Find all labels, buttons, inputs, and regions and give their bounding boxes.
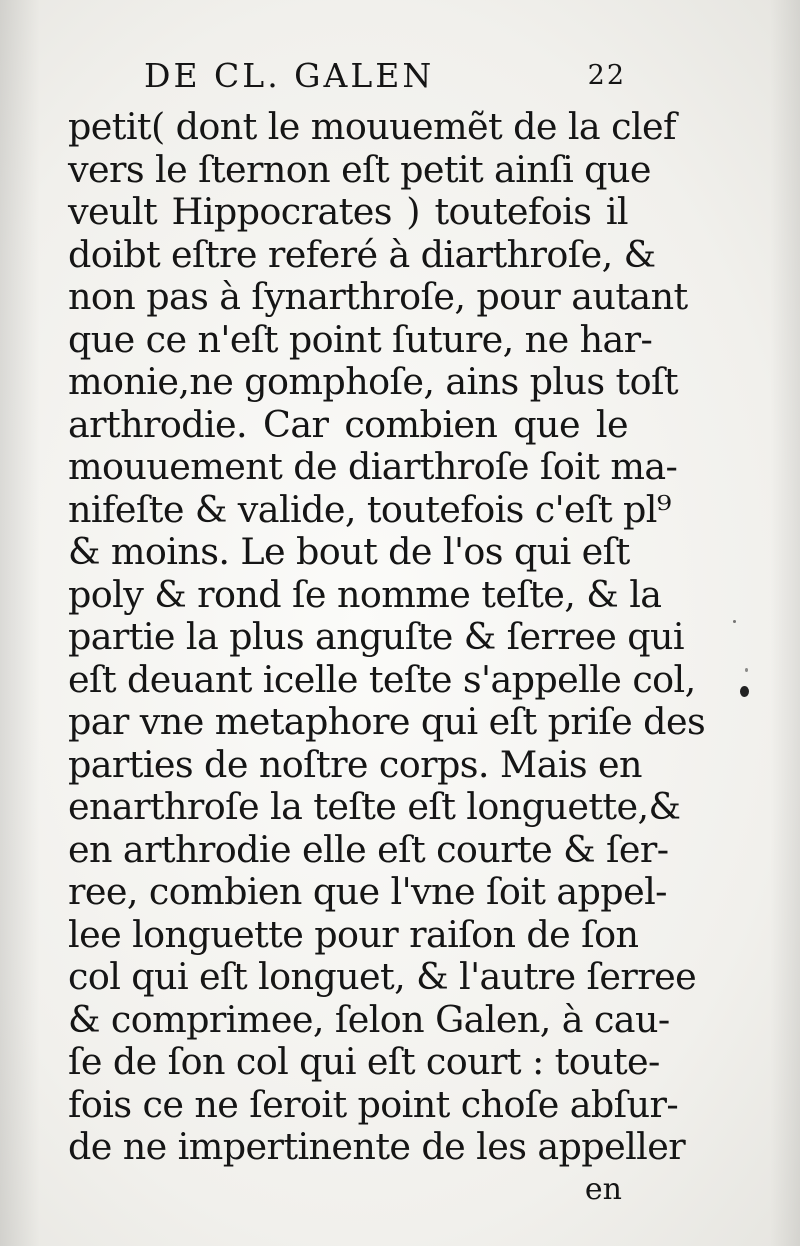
- text-line: par vne metaphore qui eſt priſe des: [68, 700, 706, 743]
- text-line: col qui eſt longuet, & l'autre ſerree: [68, 955, 697, 998]
- text-line: petit( dont le mouuemẽt de la clef: [68, 105, 676, 148]
- body-text: [68, 105, 706, 1169]
- text-line: nifeſte & valide, toutefois c'eſt pl⁹: [68, 487, 671, 531]
- text-line: partie la plus anguſte & ſerree qui: [68, 615, 685, 658]
- text-line: que ce n'eſt point ſuture, ne har-: [68, 317, 653, 361]
- ink-speck: [733, 620, 736, 623]
- text-line: veult Hippocrates ) toutefois il: [68, 190, 628, 233]
- text-line: & comprimee, ſelon Galen, à cau-: [68, 997, 670, 1041]
- ink-speck: [740, 686, 749, 697]
- text-line: ſe de ſon col qui eſt court : toute-: [68, 1040, 660, 1083]
- page-gutter-shadow: [0, 0, 40, 1246]
- text-line: de ne impertinente de les appeller: [68, 1125, 686, 1168]
- running-head: [68, 50, 628, 100]
- text-line: eſt deuant icelle teſte s'appelle col,: [68, 657, 696, 701]
- catchword: en: [584, 1171, 622, 1207]
- text-line: non pas à ſynarthroſe, pour autant: [68, 275, 688, 318]
- page-edge-shadow: [770, 0, 800, 1246]
- text-line: enarthroſe la teſte eſt longuette,&: [68, 785, 681, 828]
- text-line: ree, combien que l'vne ſoit appel-: [68, 870, 667, 913]
- text-line: lee longuette pour raiſon de ſon: [68, 912, 639, 956]
- text-block: [68, 50, 706, 1211]
- text-line: monie,ne gomphoſe, ains plus toſt: [68, 360, 678, 403]
- text-line: fois ce ne ſeroit point choſe abſur-: [68, 1082, 679, 1126]
- text-line: & moins. Le bout de l'os qui eſt: [68, 530, 630, 573]
- ink-speck: [745, 668, 748, 672]
- text-line: vers le ſternon eſt petit ainſi que: [68, 147, 651, 191]
- text-line: doibt eſtre referé à diarthroſe, &: [68, 232, 656, 276]
- text-line: parties de noſtre corps. Mais en: [68, 742, 642, 786]
- text-line: mouuement de diarthroſe ſoit ma-: [68, 445, 678, 488]
- text-line: arthrodie. Car combien que le: [68, 402, 628, 446]
- text-line: poly & rond ſe nomme teſte, & la: [68, 572, 662, 616]
- page-number: 22: [587, 60, 626, 91]
- text-line: en arthrodie elle eſt courte & ſer-: [68, 827, 669, 871]
- running-title: DE CL. GALEN: [144, 56, 435, 95]
